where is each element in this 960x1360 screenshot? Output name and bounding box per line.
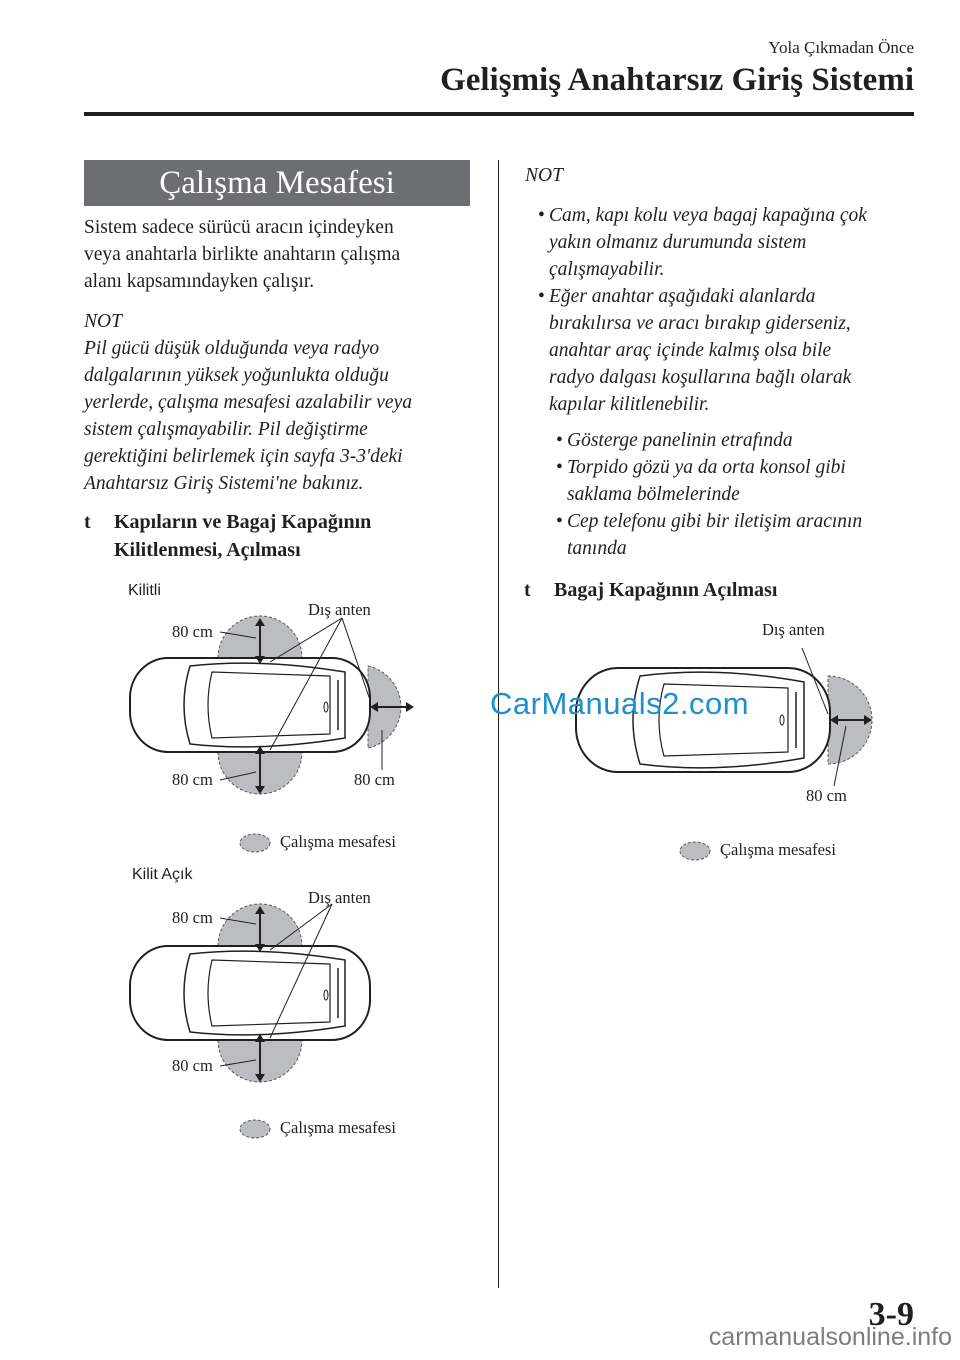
page-number: 3-9 (868, 1296, 914, 1333)
car-diagram-unlocked (120, 888, 440, 1088)
fig-unlocked-dist-bottom: 80 cm (172, 1056, 213, 1075)
section-marker: t (524, 579, 531, 601)
fig-locked-dist-rear: 80 cm (354, 770, 395, 789)
note-heading: NOT (84, 311, 122, 332)
bullet-line: Eğer anahtar aşağıdaki alanlarda (549, 286, 816, 307)
fig-tailgate-legend: Çalışma mesafesi (720, 840, 836, 859)
note-line: sistem çalışmayabilir. Pil değiştirme (84, 419, 368, 440)
legend-swatch-tailgate (678, 840, 712, 862)
sub-bullet (556, 427, 793, 454)
car-diagram-locked (120, 600, 440, 800)
fig-locked-dist-top: 80 cm (172, 622, 213, 641)
note-bullet (538, 283, 852, 418)
running-header-title: Gelişmiş Anahtarsız Giriş Sistemi (440, 62, 914, 98)
column-divider (498, 160, 499, 1288)
bullet-dot: • (556, 457, 563, 478)
fig-locked-legend: Çalışma mesafesi (280, 832, 396, 851)
bullet-line: yakın olmanız durumunda sistem (549, 232, 807, 253)
bullet-dot: • (556, 430, 563, 451)
bullet-line: kapılar kilitlenebilir. (549, 394, 710, 415)
intro-line: Sistem sadece sürücü aracın içindeyken (84, 217, 394, 238)
fig-unlocked-title: Kilit Açık (132, 866, 193, 883)
bullet-line: bırakılırsa ve aracı bırakıp giderseniz, (549, 313, 851, 334)
intro-paragraph (84, 214, 479, 295)
section-heading-line: Bagaj Kapağının Açılması (554, 579, 778, 601)
bullet-dot: • (538, 205, 545, 226)
section-heading-tailgate (524, 576, 778, 604)
note-bullet (538, 202, 867, 283)
right-note-heading: NOT (525, 165, 563, 186)
sub-bullet-line: Torpido gözü ya da orta konsol gibi (567, 457, 846, 478)
section-heading-line: Kapıların ve Bagaj Kapağının (114, 511, 372, 533)
fig-locked-dist-bottom: 80 cm (172, 770, 213, 789)
bullet-line: Cam, kapı kolu veya bagaj kapağına çok (549, 205, 867, 226)
note-block (84, 308, 479, 497)
sub-bullet-line: saklama bölmelerinde (567, 484, 740, 505)
fig-unlocked-legend: Çalışma mesafesi (280, 1118, 396, 1137)
fig-unlocked-antenna-label: Dış anten (308, 888, 371, 907)
bullet-line: radyo dalgası koşullarına bağlı olarak (549, 367, 852, 388)
section-banner: Çalışma Mesafesi (84, 160, 470, 206)
sub-bullet (556, 508, 863, 562)
note-line: gerektiğini belirlemek için sayfa 3-3'deki (84, 446, 403, 467)
intro-line: alanı kapsamındayken çalışır. (84, 271, 315, 292)
sub-bullet-line: Gösterge panelinin etrafında (567, 430, 793, 451)
intro-line: veya anahtarla birlikte anahtarın çalışma (84, 244, 401, 265)
footer-watermark: carmanualsonline.info (708, 1323, 952, 1351)
note-line: yerlerde, çalışma mesafesi azalabilir veya (84, 392, 412, 413)
bullet-dot: • (538, 286, 545, 307)
fig-tailgate-dist-rear: 80 cm (806, 786, 847, 805)
section-heading-locking (84, 508, 372, 564)
fig-tailgate-antenna-label: Dış anten (762, 620, 825, 639)
running-header-section: Yola Çıkmadan Önce (768, 38, 914, 57)
bullet-line: çalışmayabilir. (549, 259, 665, 280)
legend-swatch-unlocked (238, 1118, 272, 1140)
header-rule (84, 112, 914, 116)
legend-swatch-locked (238, 832, 272, 854)
note-line: Pil gücü düşük olduğunda veya radyo (84, 338, 380, 359)
fig-unlocked-dist-top: 80 cm (172, 908, 213, 927)
section-marker: t (84, 511, 91, 533)
watermark-carmanuals2: CarManuals2.com (490, 686, 750, 721)
note-line: dalgalarının yüksek yoğunlukta olduğu (84, 365, 389, 386)
fig-locked-title: Kilitli (128, 582, 161, 599)
sub-bullet (556, 454, 846, 508)
note-line: Anahtarsız Giriş Sistemi'ne bakınız. (84, 473, 364, 494)
sub-bullet-line: Cep telefonu gibi bir iletişim aracının (567, 511, 863, 532)
bullet-dot: • (556, 511, 563, 532)
bullet-line: anahtar araç içinde kalmış olsa bile (549, 340, 832, 361)
fig-locked-antenna-label: Dış anten (308, 600, 371, 619)
section-heading-line: Kilitlenmesi, Açılması (114, 539, 301, 561)
sub-bullet-line: tanında (567, 538, 627, 559)
